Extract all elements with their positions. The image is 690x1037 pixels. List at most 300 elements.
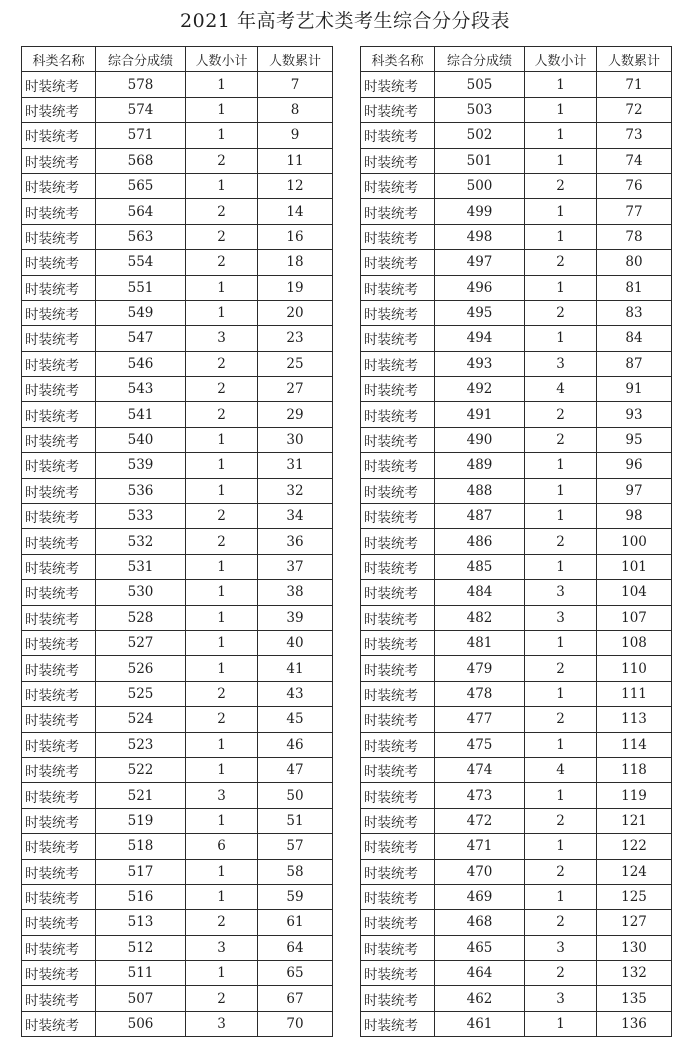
table-row (361, 910, 672, 935)
cell-score: 471 (435, 834, 525, 859)
cell-cumulative: 27 (258, 377, 333, 402)
cell-cumulative: 104 (597, 580, 672, 605)
cell-category: 时装统考 (22, 605, 96, 630)
cell-score: 536 (96, 478, 186, 503)
cell-category: 时装统考 (361, 377, 435, 402)
cell-score: 492 (435, 377, 525, 402)
table-row (361, 478, 672, 503)
table-row (22, 504, 333, 529)
cell-cumulative: 14 (258, 199, 333, 224)
cell-cumulative: 34 (258, 504, 333, 529)
cell-category: 时装统考 (22, 148, 96, 173)
cell-cumulative: 72 (597, 97, 672, 122)
cell-score: 469 (435, 884, 525, 909)
cell-count: 2 (186, 351, 258, 376)
cell-category: 时装统考 (361, 757, 435, 782)
cell-count: 2 (186, 910, 258, 935)
cell-score: 513 (96, 910, 186, 935)
cell-category: 时装统考 (22, 123, 96, 148)
cell-category: 时装统考 (22, 656, 96, 681)
cell-cumulative: 127 (597, 910, 672, 935)
cell-cumulative: 65 (258, 961, 333, 986)
cell-count: 1 (525, 478, 597, 503)
cell-cumulative: 71 (597, 72, 672, 97)
cell-category: 时装统考 (22, 580, 96, 605)
cell-category: 时装统考 (22, 275, 96, 300)
cell-score: 461 (435, 1011, 525, 1036)
cell-score: 526 (96, 656, 186, 681)
cell-category: 时装统考 (22, 199, 96, 224)
cell-score: 473 (435, 783, 525, 808)
cell-cumulative: 25 (258, 351, 333, 376)
cell-score: 499 (435, 199, 525, 224)
cell-cumulative: 83 (597, 300, 672, 325)
header-cumulative: 人数累计 (597, 47, 672, 72)
score-table-left (21, 46, 333, 1037)
cell-count: 2 (525, 173, 597, 198)
cell-score: 490 (435, 427, 525, 452)
table-row (22, 783, 333, 808)
cell-category: 时装统考 (361, 123, 435, 148)
cell-score: 565 (96, 173, 186, 198)
cell-count: 1 (186, 123, 258, 148)
cell-count: 2 (525, 961, 597, 986)
cell-score: 484 (435, 580, 525, 605)
cell-score: 503 (435, 97, 525, 122)
cell-score: 524 (96, 707, 186, 732)
table-row (361, 884, 672, 909)
cell-count: 2 (525, 402, 597, 427)
cell-count: 1 (525, 224, 597, 249)
cell-category: 时装统考 (361, 1011, 435, 1036)
cell-category: 时装统考 (361, 859, 435, 884)
cell-score: 479 (435, 656, 525, 681)
cell-count: 4 (525, 757, 597, 782)
cell-category: 时装统考 (361, 935, 435, 960)
cell-cumulative: 45 (258, 707, 333, 732)
cell-score: 482 (435, 605, 525, 630)
cell-cumulative: 59 (258, 884, 333, 909)
cell-category: 时装统考 (22, 986, 96, 1011)
cell-score: 539 (96, 453, 186, 478)
cell-score: 518 (96, 834, 186, 859)
cell-count: 2 (525, 859, 597, 884)
cell-count: 3 (525, 351, 597, 376)
cell-count: 1 (525, 326, 597, 351)
cell-score: 477 (435, 707, 525, 732)
cell-category: 时装统考 (361, 427, 435, 452)
cell-count: 3 (186, 935, 258, 960)
cell-score: 487 (435, 504, 525, 529)
cell-category: 时装统考 (22, 910, 96, 935)
cell-category: 时装统考 (22, 300, 96, 325)
cell-category: 时装统考 (361, 148, 435, 173)
table-row (22, 402, 333, 427)
table-row (22, 681, 333, 706)
cell-count: 2 (525, 250, 597, 275)
table-row (22, 72, 333, 97)
cell-score: 486 (435, 529, 525, 554)
cell-cumulative: 29 (258, 402, 333, 427)
table-row (361, 757, 672, 782)
cell-category: 时装统考 (361, 326, 435, 351)
cell-count: 2 (525, 427, 597, 452)
cell-count: 2 (525, 529, 597, 554)
cell-category: 时装统考 (361, 478, 435, 503)
cell-count: 6 (186, 834, 258, 859)
cell-score: 500 (435, 173, 525, 198)
table-row (22, 275, 333, 300)
cell-cumulative: 64 (258, 935, 333, 960)
table-row (361, 808, 672, 833)
table-row (22, 910, 333, 935)
table-row (361, 402, 672, 427)
cell-cumulative: 47 (258, 757, 333, 782)
table-row (22, 478, 333, 503)
cell-category: 时装统考 (22, 72, 96, 97)
cell-category: 时装统考 (22, 478, 96, 503)
table-row (361, 504, 672, 529)
cell-cumulative: 58 (258, 859, 333, 884)
cell-score: 465 (435, 935, 525, 960)
cell-count: 2 (186, 504, 258, 529)
cell-count: 1 (186, 605, 258, 630)
cell-category: 时装统考 (361, 808, 435, 833)
cell-cumulative: 11 (258, 148, 333, 173)
table-row (22, 630, 333, 655)
cell-category: 时装统考 (361, 554, 435, 579)
cell-cumulative: 122 (597, 834, 672, 859)
cell-score: 549 (96, 300, 186, 325)
cell-cumulative: 76 (597, 173, 672, 198)
cell-cumulative: 113 (597, 707, 672, 732)
cell-count: 1 (186, 97, 258, 122)
cell-cumulative: 135 (597, 986, 672, 1011)
cell-category: 时装统考 (22, 757, 96, 782)
table-row (22, 884, 333, 909)
table-row (361, 630, 672, 655)
table-row (361, 707, 672, 732)
header-count: 人数小计 (525, 47, 597, 72)
cell-count: 1 (525, 123, 597, 148)
table-row (361, 783, 672, 808)
table-row (361, 72, 672, 97)
cell-score: 521 (96, 783, 186, 808)
cell-cumulative: 23 (258, 326, 333, 351)
cell-score: 468 (435, 910, 525, 935)
table-row (361, 377, 672, 402)
cell-cumulative: 9 (258, 123, 333, 148)
cell-cumulative: 84 (597, 326, 672, 351)
cell-score: 462 (435, 986, 525, 1011)
cell-cumulative: 101 (597, 554, 672, 579)
table-row (361, 605, 672, 630)
cell-score: 502 (435, 123, 525, 148)
cell-category: 时装统考 (22, 630, 96, 655)
table-row (361, 326, 672, 351)
page-title: 2021 年高考艺术类考生综合分分段表 (180, 10, 510, 32)
cell-category: 时装统考 (22, 884, 96, 909)
table-row (22, 453, 333, 478)
cell-count: 1 (525, 783, 597, 808)
table-row (361, 732, 672, 757)
cell-count: 2 (186, 681, 258, 706)
cell-cumulative: 41 (258, 656, 333, 681)
header-count: 人数小计 (186, 47, 258, 72)
cell-cumulative: 81 (597, 275, 672, 300)
table-row (22, 605, 333, 630)
cell-score: 574 (96, 97, 186, 122)
cell-category: 时装统考 (22, 97, 96, 122)
cell-count: 2 (186, 148, 258, 173)
cell-count: 2 (186, 707, 258, 732)
table-row (361, 935, 672, 960)
cell-score: 488 (435, 478, 525, 503)
cell-score: 551 (96, 275, 186, 300)
cell-score: 478 (435, 681, 525, 706)
cell-score: 563 (96, 224, 186, 249)
cell-category: 时装统考 (361, 199, 435, 224)
cell-category: 时装统考 (361, 529, 435, 554)
cell-cumulative: 18 (258, 250, 333, 275)
cell-count: 1 (186, 757, 258, 782)
cell-count: 1 (186, 173, 258, 198)
table-row (22, 326, 333, 351)
cell-category: 时装统考 (22, 224, 96, 249)
cell-count: 1 (525, 453, 597, 478)
cell-count: 1 (525, 97, 597, 122)
table-row (22, 97, 333, 122)
table-header-row (361, 47, 672, 72)
cell-score: 470 (435, 859, 525, 884)
table-row (22, 224, 333, 249)
table-row (361, 275, 672, 300)
table-row (22, 427, 333, 452)
cell-count: 2 (186, 529, 258, 554)
cell-count: 3 (186, 1011, 258, 1036)
cell-cumulative: 46 (258, 732, 333, 757)
table-row (361, 148, 672, 173)
table-row (361, 656, 672, 681)
cell-category: 时装统考 (361, 224, 435, 249)
table-row (22, 961, 333, 986)
cell-count: 1 (186, 630, 258, 655)
cell-cumulative: 136 (597, 1011, 672, 1036)
cell-category: 时装统考 (22, 961, 96, 986)
cell-count: 2 (525, 707, 597, 732)
cell-cumulative: 70 (258, 1011, 333, 1036)
header-score: 综合分成绩 (435, 47, 525, 72)
cell-score: 528 (96, 605, 186, 630)
cell-cumulative: 39 (258, 605, 333, 630)
cell-score: 507 (96, 986, 186, 1011)
cell-category: 时装统考 (22, 326, 96, 351)
table-row (22, 351, 333, 376)
table-row (361, 123, 672, 148)
cell-cumulative: 40 (258, 630, 333, 655)
cell-cumulative: 107 (597, 605, 672, 630)
cell-count: 1 (186, 580, 258, 605)
cell-count: 2 (186, 986, 258, 1011)
cell-cumulative: 130 (597, 935, 672, 960)
cell-cumulative: 96 (597, 453, 672, 478)
cell-category: 时装统考 (22, 504, 96, 529)
cell-cumulative: 114 (597, 732, 672, 757)
cell-cumulative: 51 (258, 808, 333, 833)
cell-category: 时装统考 (22, 554, 96, 579)
table-row (361, 199, 672, 224)
cell-count: 1 (525, 681, 597, 706)
cell-cumulative: 98 (597, 504, 672, 529)
cell-score: 525 (96, 681, 186, 706)
cell-score: 523 (96, 732, 186, 757)
cell-category: 时装统考 (22, 1011, 96, 1036)
cell-category: 时装统考 (22, 453, 96, 478)
cell-count: 1 (186, 884, 258, 909)
table-row (361, 427, 672, 452)
cell-count: 1 (186, 427, 258, 452)
table-row (22, 935, 333, 960)
cell-cumulative: 100 (597, 529, 672, 554)
cell-category: 时装统考 (361, 504, 435, 529)
cell-count: 1 (186, 732, 258, 757)
cell-category: 时装统考 (22, 859, 96, 884)
cell-cumulative: 37 (258, 554, 333, 579)
cell-count: 1 (186, 72, 258, 97)
table-row (22, 123, 333, 148)
cell-category: 时装统考 (361, 580, 435, 605)
table-row (361, 224, 672, 249)
cell-cumulative: 32 (258, 478, 333, 503)
cell-count: 1 (525, 884, 597, 909)
cell-score: 496 (435, 275, 525, 300)
cell-score: 505 (435, 72, 525, 97)
cell-score: 464 (435, 961, 525, 986)
table-row (361, 580, 672, 605)
cell-category: 时装统考 (361, 605, 435, 630)
cell-cumulative: 124 (597, 859, 672, 884)
table-row (361, 173, 672, 198)
cell-count: 1 (186, 808, 258, 833)
cell-cumulative: 8 (258, 97, 333, 122)
score-table-right (360, 46, 672, 1037)
header-score: 综合分成绩 (96, 47, 186, 72)
table-row (22, 732, 333, 757)
cell-cumulative: 121 (597, 808, 672, 833)
cell-score: 494 (435, 326, 525, 351)
cell-cumulative: 78 (597, 224, 672, 249)
cell-count: 3 (525, 986, 597, 1011)
cell-category: 时装统考 (361, 834, 435, 859)
cell-score: 547 (96, 326, 186, 351)
cell-category: 时装统考 (22, 377, 96, 402)
cell-cumulative: 93 (597, 402, 672, 427)
cell-score: 571 (96, 123, 186, 148)
table-row (22, 377, 333, 402)
cell-cumulative: 80 (597, 250, 672, 275)
cell-cumulative: 67 (258, 986, 333, 1011)
cell-count: 1 (525, 834, 597, 859)
header-category: 科类名称 (361, 47, 435, 72)
cell-category: 时装统考 (361, 173, 435, 198)
table-row (361, 961, 672, 986)
table-row (361, 97, 672, 122)
cell-category: 时装统考 (361, 884, 435, 909)
cell-category: 时装统考 (361, 961, 435, 986)
cell-cumulative: 97 (597, 478, 672, 503)
cell-count: 1 (186, 656, 258, 681)
table-row (22, 554, 333, 579)
cell-category: 时装统考 (361, 97, 435, 122)
cell-count: 1 (525, 199, 597, 224)
cell-category: 时装统考 (361, 656, 435, 681)
table-row (361, 554, 672, 579)
table-row (22, 707, 333, 732)
cell-score: 472 (435, 808, 525, 833)
cell-count: 1 (186, 478, 258, 503)
cell-category: 时装统考 (22, 808, 96, 833)
cell-cumulative: 30 (258, 427, 333, 452)
cell-cumulative: 20 (258, 300, 333, 325)
table-row (22, 656, 333, 681)
table-row (22, 529, 333, 554)
table-row (22, 148, 333, 173)
cell-category: 时装统考 (22, 834, 96, 859)
cell-cumulative: 77 (597, 199, 672, 224)
cell-category: 时装统考 (22, 351, 96, 376)
cell-cumulative: 125 (597, 884, 672, 909)
cell-count: 2 (186, 199, 258, 224)
cell-count: 2 (525, 910, 597, 935)
table-row (361, 453, 672, 478)
cell-cumulative: 19 (258, 275, 333, 300)
cell-cumulative: 74 (597, 148, 672, 173)
cell-count: 1 (186, 453, 258, 478)
cell-count: 1 (186, 554, 258, 579)
cell-category: 时装统考 (22, 681, 96, 706)
cell-category: 时装统考 (22, 732, 96, 757)
cell-score: 474 (435, 757, 525, 782)
cell-category: 时装统考 (22, 402, 96, 427)
cell-cumulative: 16 (258, 224, 333, 249)
cell-cumulative: 12 (258, 173, 333, 198)
cell-category: 时装统考 (361, 732, 435, 757)
table-row (361, 250, 672, 275)
cell-category: 时装统考 (22, 783, 96, 808)
header-category: 科类名称 (22, 47, 96, 72)
cell-count: 1 (186, 275, 258, 300)
table-header-row (22, 47, 333, 72)
table-row (361, 834, 672, 859)
cell-cumulative: 43 (258, 681, 333, 706)
cell-score: 517 (96, 859, 186, 884)
cell-score: 491 (435, 402, 525, 427)
cell-cumulative: 73 (597, 123, 672, 148)
cell-cumulative: 57 (258, 834, 333, 859)
cell-count: 1 (525, 630, 597, 655)
table-row (361, 859, 672, 884)
cell-score: 532 (96, 529, 186, 554)
cell-category: 时装统考 (22, 173, 96, 198)
cell-score: 495 (435, 300, 525, 325)
cell-count: 1 (525, 554, 597, 579)
cell-score: 541 (96, 402, 186, 427)
table-row (361, 1011, 672, 1036)
cell-category: 时装统考 (361, 986, 435, 1011)
cell-score: 527 (96, 630, 186, 655)
table-row (22, 173, 333, 198)
cell-cumulative: 91 (597, 377, 672, 402)
